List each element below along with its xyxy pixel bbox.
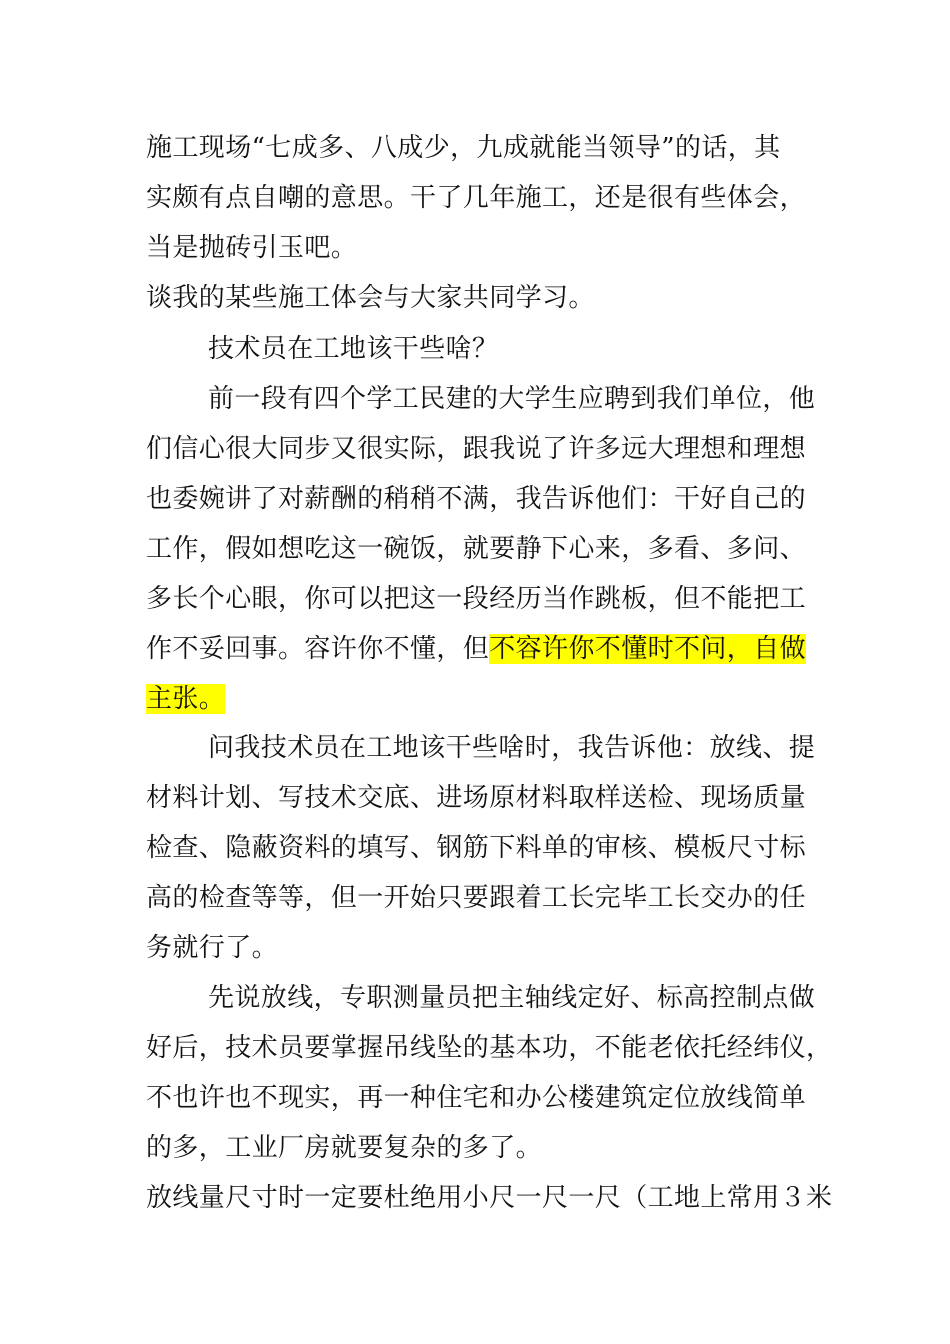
paragraph-line: 问我技术员在工地该干些啥时，我告诉他：放线、提: [208, 733, 816, 763]
paragraph-line: 工作，假如想吃这一碗饭，就要静下心来，多看、多问、: [146, 534, 807, 564]
plain-text: 作不妥回事。容许你不懂，但: [146, 634, 490, 664]
paragraph-line: 多长个心眼，你可以把这一段经历当作跳板，但不能把工: [146, 584, 807, 614]
paragraph-line: 检查、隐蔽资料的填写、钢筋下料单的审核、模板尺寸标: [146, 833, 807, 863]
section-heading: 技术员在工地该干些啥？: [208, 334, 499, 364]
paragraph-line: 材料计划、写技术交底、进场原材料取样送检、现场质量: [146, 783, 807, 813]
paragraph-line: 先说放线，专职测量员把主轴线定好、标高控制点做: [208, 983, 816, 1013]
paragraph-line: 的多，工业厂房就要复杂的多了。: [146, 1133, 543, 1163]
paragraph-line: 放线量尺寸时一定要杜绝用小尺一尺一尺（工地上常用３米: [146, 1183, 833, 1213]
highlighted-text: 不容许你不懂时不问，自做: [489, 634, 807, 664]
paragraph-line: [146, 682, 225, 716]
paragraph-line: 实颇有点自嘲的意思。干了几年施工，还是很有些体会，: [146, 183, 807, 213]
paragraph-line: 们信心很大同步又很实际，跟我说了许多远大理想和理想: [146, 434, 807, 464]
paragraph-line: 好后，技术员要掌握吊线坠的基本功，不能老依托经纬仪，: [146, 1033, 833, 1063]
paragraph-line: 务就行了。: [146, 933, 279, 963]
paragraph-line: 前一段有四个学工民建的大学生应聘到我们单位，他: [208, 384, 816, 414]
paragraph-line: 高的检查等等，但一开始只要跟着工长完毕工长交办的任: [146, 883, 807, 913]
paragraph-line: 谈我的某些施工体会与大家共同学习。: [146, 283, 595, 313]
highlighted-text: 主张。: [146, 684, 226, 714]
paragraph-line: 不也许也不现实，再一种住宅和办公楼建筑定位放线简单: [146, 1083, 807, 1113]
paragraph-line: [146, 632, 806, 666]
paragraph-line: 施工现场“七成多、八成少，九成就能当领导”的话，其: [146, 133, 781, 163]
paragraph-line: 也委婉讲了对薪酬的稍稍不满，我告诉他们：干好自己的: [146, 484, 807, 514]
paragraph-line: 当是抛砖引玉吧。: [146, 233, 358, 263]
